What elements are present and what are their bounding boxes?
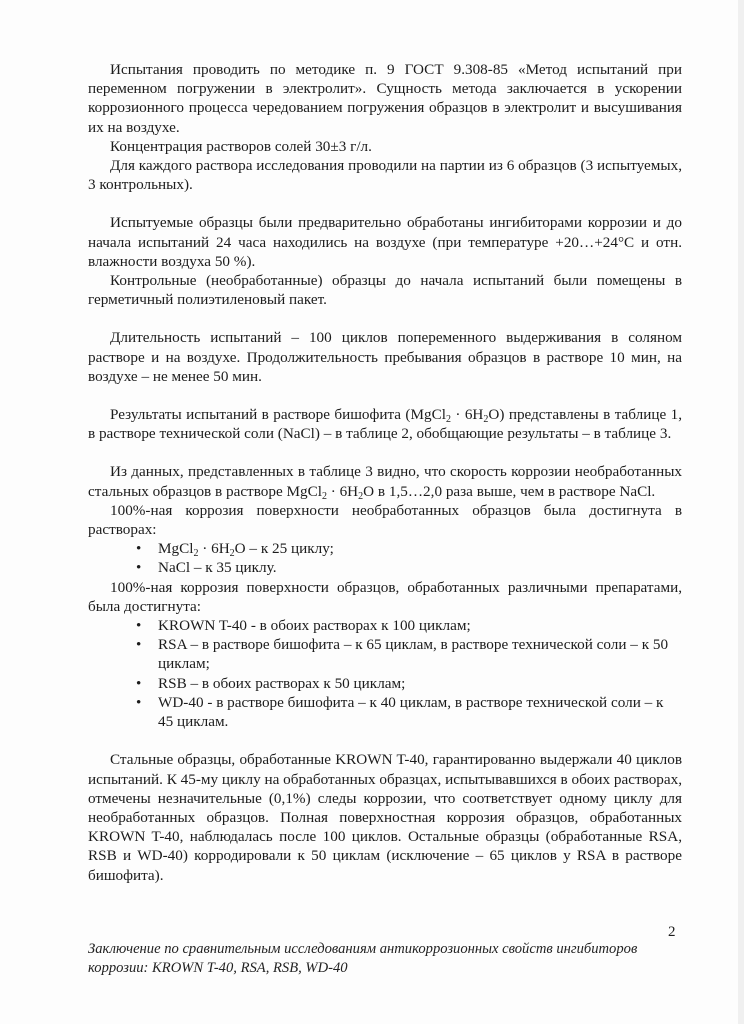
list-untreated [88, 539, 682, 577]
bullet-icon: • [136, 674, 142, 692]
page-footer: Заключение по сравнительным исследованиям антикоррозионных свойств ингибиторов коррозии: KROWN T-40, RSA, RSB, WD-40 [88, 941, 638, 976]
list-item: • RSB – в обоих растворах к 50 циклам; [136, 674, 406, 692]
paragraph-untreated-corrosion: 100%-ная коррозия поверхности необработанных образцов была достигнута в растворах: [88, 501, 682, 539]
list-treated [88, 616, 682, 731]
list-item: • NaCl – к 35 циклу. [136, 559, 277, 577]
bullet-icon: • [136, 559, 142, 577]
list-item: • RSA – в растворе бишофита – к 65 циклам, в растворе технической соли – к 50 циклам; [136, 636, 669, 673]
paragraph-samples: Для каждого раствора исследования проводили на партии из 6 образцов (3 испытуемых, 3 контрольных). [88, 157, 682, 194]
paragraph-concentration: Концентрация растворов солей 30±3 г/л. [110, 137, 372, 155]
paragraph-corrosion-rate: Из данных, представленных в таблице 3 видно, что скорость коррозии необработанных стальных образцов в растворе MgCl$_2$ · $6H_2O$ в 1,5…2,0 раза выше, чем в растворе NaCl. [88, 463, 682, 502]
paragraph-treated-corrosion: 100%-ная коррозия поверхности образцов, обработанных различными препаратами, была достигнута: [88, 578, 682, 615]
paragraph-test-samples: Испытуемые образцы были предварительно обработаны ингибиторами коррозии и до начала испытаний 24 часа находились на воздухе (при температуре +20…+24°С и отн. влажности воздуха 50 %). [88, 214, 682, 270]
bullet-icon: • [136, 636, 142, 654]
paragraph-method: Испытания проводить по методике п. 9 ГОСТ 9.308-85 «Метод испытаний при переменном погружении в электролит». Сущность метода заключается в ускорении коррозионного процесса чередованием погружения образцов в электролит и высушивания их на воздухе. [88, 61, 682, 136]
paragraph-results: Результаты испытаний в растворе бишофита (MgCl$_2$ · $6H_2O$) представлены в таблице 1, в растворе технической соли (NaCl) – в таблице 2, обобщающие результаты – в таблице 3. [88, 406, 682, 443]
list-item: • KROWN T-40 - в обоих растворах к 100 циклам; [136, 617, 471, 635]
list-item: • WD-40 - в растворе бишофита – к 40 циклам, в растворе технической соли – к 45 циклам. [136, 693, 664, 731]
bullet-icon: • [136, 617, 142, 635]
list-item: • MgCl$_2$ · $6H_2O$ – к 25 циклу; [136, 540, 334, 560]
paragraph-conclusion: Стальные образцы, обработанные KROWN T-40, гарантированно выдержали 40 циклов испытаний. К 45-му циклу на обработанных образцах, испытывавшихся в обоих растворах, отмечены незначительные (0,1%) следы коррозии, что соответствует одному циклу для необработанных образцов. Полная поверхностная коррозия образцов, обработанных KROWN T-40, наблюдалась после 100 циклов. Остальные образцы (обработанные RSA, RSB и WD-40) корродировали к 50 циклам (исключение – 65 циклов у RSA в растворе бишофита). [88, 751, 683, 884]
bullet-icon: • [136, 693, 142, 711]
bullet-icon: • [136, 540, 142, 558]
page-number: 2 [668, 924, 676, 940]
paragraph-control-samples: Контрольные (необработанные) образцы до начала испытаний были помещены в герметичный полиэтиленовый пакет. [88, 272, 682, 309]
paragraph-duration: Длительность испытаний – 100 циклов попеременного выдерживания в соляном растворе и на воздухе. Продолжительность пребывания образцов в растворе 10 мин, на воздухе – не менее 50 мин. [88, 329, 682, 385]
document-body [88, 60, 682, 885]
